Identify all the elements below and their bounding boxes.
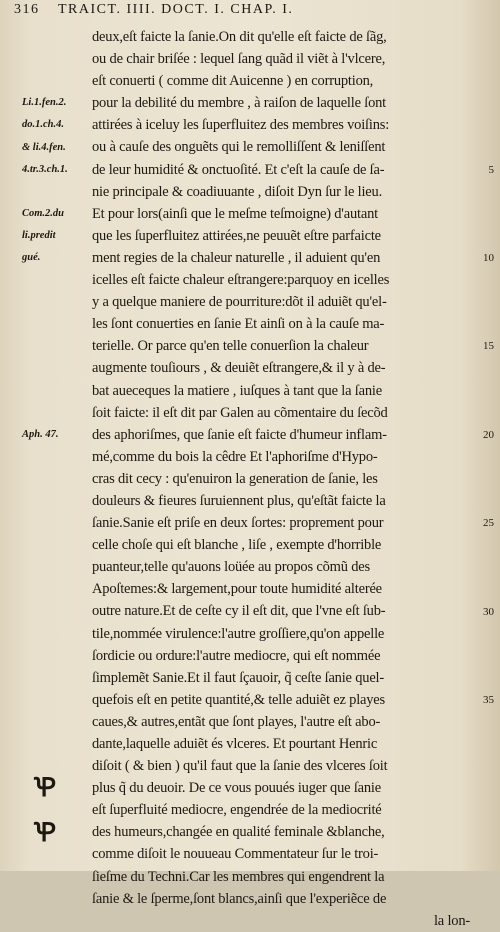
text-line: augmente touſiours , & deuiẽt eſtrangere,& il y à de- — [92, 360, 386, 377]
page-number: 316 — [14, 2, 40, 17]
line-number: 15 — [483, 340, 494, 353]
margin-note: Aph. 47. — [22, 428, 59, 440]
page-header — [14, 2, 494, 24]
line-number: 20 — [483, 428, 494, 441]
margin-note: Li.1.fen.2. — [22, 97, 67, 109]
line-number: 5 — [488, 163, 494, 176]
text-line: puanteur,telle qu'auons loüée au propos cõmũ des — [92, 559, 370, 576]
text-line: caues,& autres,entãt que ſont playes, l'autre eſt abo- — [92, 713, 381, 730]
text-line: plus q̃ du deuoir. De ce vous pouués iuger que ſanie — [92, 780, 381, 797]
text-line: bat aueceques la matiere , iuſques à tant que la ſanie — [92, 382, 382, 399]
margin-note: do.1.ch.4. — [22, 119, 64, 131]
text-line: outre nature.Et de ceſte cy il eſt dit, que l'vne eſt ſub- — [92, 603, 386, 620]
text-line: terielle. Or parce qu'en telle conuerſion la chaleur — [92, 338, 369, 355]
text-line: ou de chair briſée : lequel ſang quãd il viẽt à l'vlcere, — [92, 51, 386, 68]
body-text — [92, 26, 470, 932]
line-number: 35 — [483, 694, 494, 706]
text-line: icelles eſt faicte chaleur eſtrangere:parquoy en icelles — [92, 272, 390, 289]
text-line: ſimplemẽt Sanie.Et il faut ſçauoir, q̃ ceſte ſanie quel- — [92, 669, 385, 686]
text-line: tile,nommée virulence:l'autre groſſiere,qu'on appelle — [92, 625, 385, 642]
margin-note: li.predit — [22, 229, 56, 241]
line-number: 10 — [483, 252, 494, 264]
margin-note: 4.tr.3.ch.1. — [22, 163, 68, 175]
line-number: 30 — [483, 605, 494, 618]
text-line: deux,eſt faicte la ſanie.On dit qu'elle eſt faicte de ſãg, — [92, 29, 387, 45]
text-line: pour la debilité du membre , à raiſon de laquelle ſont — [92, 95, 387, 112]
text-line: ſieſme du Techni.Car les membres qui engendrent la — [92, 868, 385, 885]
margin-note: & li.4.fen. — [22, 141, 66, 153]
text-line: des aphoriſmes, que ſanie eſt faicte d'humeur inflam- — [92, 426, 387, 443]
text-line: y a quelque maniere de pourriture:dõt il aduiẽt qu'el- — [92, 294, 387, 311]
text-line: des humeurs,changée en qualité feminale &blanche, — [92, 824, 385, 841]
margin-note: gué. — [22, 252, 41, 263]
text-line: ſanie.Sanie eſt priſe en deux ſortes: proprement pour — [92, 515, 384, 532]
paragraph-mark-icon: Ꝕ — [34, 773, 57, 803]
text-line: ſordicie ou ordure:l'autre mediocre, qui eſt nommée — [92, 647, 381, 664]
margin-note: Com.2.du — [22, 207, 65, 219]
text-line: ou à cauſe des onguẽts qui le remolliſſent & leniſſent — [92, 139, 386, 156]
text-line: eſt ſuperfluité mediocre, engendrée de la mediocrité — [92, 802, 382, 819]
text-line: mé,comme du bois la cêdre Et l'aphoriſme d'Hypo- — [92, 448, 378, 465]
text-line: celle choſe qui eſt blanche , liſe , exempte d'horrible — [92, 537, 382, 554]
paragraph-mark-icon: Ꝕ — [34, 817, 57, 847]
text-line: de leur humidité & onctuoſité. Et c'eſt la cauſe de ſa- — [92, 161, 385, 178]
text-line: Apoſtemes:& largement,pour toute humidité alterée — [92, 581, 382, 598]
text-line: eſt conuerti ( comme dit Auicenne ) en corruption, — [92, 73, 374, 90]
text-line: douleurs & fieures ſuruiennent plus, qu'eſtãt faicte la — [92, 492, 386, 509]
text-line: la lon- — [433, 912, 470, 929]
text-line: diſoit ( & bien ) qu'il faut que la ſanie des vlceres ſoit — [92, 758, 388, 775]
text-line: comme diſoit le nouueau Commentateur ſur le troi- — [92, 846, 379, 863]
text-line: quefois eſt en petite quantité,& telle aduiẽt ez playes — [92, 691, 385, 708]
text-line: nie principale & coadiuuante , diſoit Dyn ſur le lieu. — [92, 183, 382, 200]
text-line: cras dit cecy : qu'enuiron la generation de ſanie, les — [92, 470, 378, 487]
text-line: ment regies de la chaleur naturelle , il aduient qu'en — [92, 249, 381, 266]
text-line: dante,laquelle aduiẽt és vlceres. Et pourtant Henric — [92, 736, 378, 752]
text-line: les ſont conuerties en ſanie Et ainſi on à la cauſe ma- — [92, 316, 385, 333]
text-line: que les ſuperfluitez attirées,ne peuuẽt eſtre parfaicte — [92, 227, 381, 244]
text-line: attirées à iceluy les ſuperfluitez des membres voiſins: — [92, 117, 390, 134]
text-line: ſanie & le ſperme,ſont blancs,ainſi que l'experiẽce de — [92, 890, 387, 907]
line-number: 25 — [483, 517, 494, 530]
text-line: Et pour lors(ainſi que le meſme teſmoigne) d'autant — [92, 205, 378, 222]
text-line: ſoit faicte: il eſt dit par Galen au cõmentaire du ſecõd — [92, 404, 388, 421]
running-title: TRAICT. IIII. DOCT. I. CHAP. I. — [58, 2, 294, 17]
